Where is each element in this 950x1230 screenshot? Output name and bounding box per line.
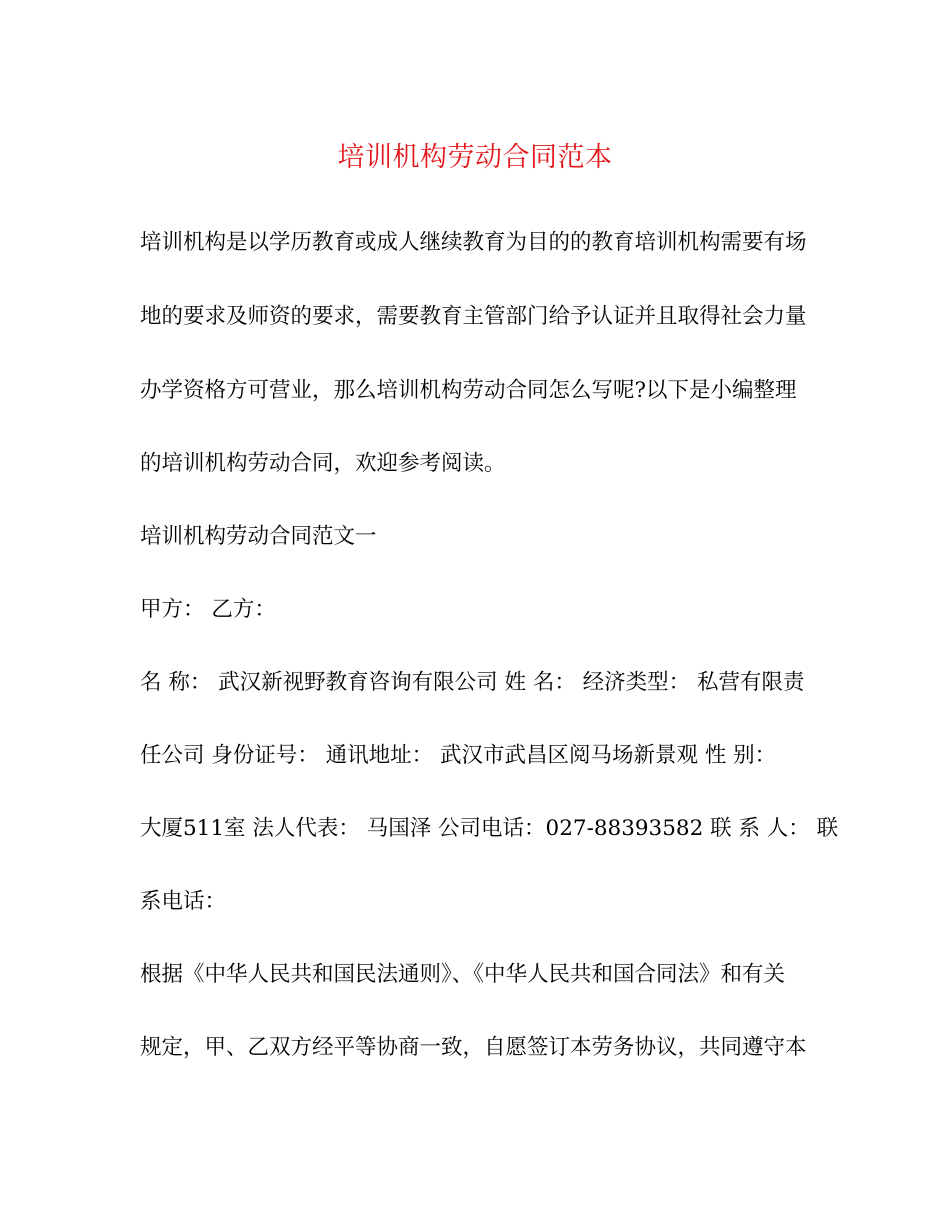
paragraph-line: 名 称： 武汉新视野教育咨询有限公司 姓 名： 经济类型： 私营有限责 [140, 670, 805, 695]
paragraph-line: 根据《中华人民共和国民法通则》、《中华人民共和国合同法》和有关 [140, 962, 786, 987]
paragraph-line: 任公司 身份证号： 通讯地址： 武汉市武昌区阅马场新景观 性 别： [140, 743, 777, 768]
document-title: 培训机构劳动合同范本 [337, 142, 613, 173]
paragraph-line: 规定，甲、乙双方经平等协商一致，自愿签订本劳务协议，共同遵守本 [140, 1035, 807, 1060]
paragraph-line: 甲方： 乙方： [140, 597, 276, 622]
paragraph-line: 的培训机构劳动合同，欢迎参考阅读。 [140, 451, 506, 476]
section-heading: 培训机构劳动合同范文一 [140, 524, 377, 549]
paragraph-line: 系电话： [140, 889, 227, 914]
paragraph-line: 培训机构是以学历教育或成人继续教育为目的的教育培训机构需要有场 [140, 230, 807, 255]
paragraph-line: 地的要求及师资的要求，需要教育主管部门给予认证并且取得社会力量 [140, 304, 807, 329]
paragraph-line: 大厦511室 法人代表： 马国泽 公司电话：027-88393582 联 系 人： 联 [140, 816, 839, 841]
paragraph-line: 办学资格方可营业，那么培训机构劳动合同怎么写呢?以下是小编整理 [140, 378, 797, 403]
